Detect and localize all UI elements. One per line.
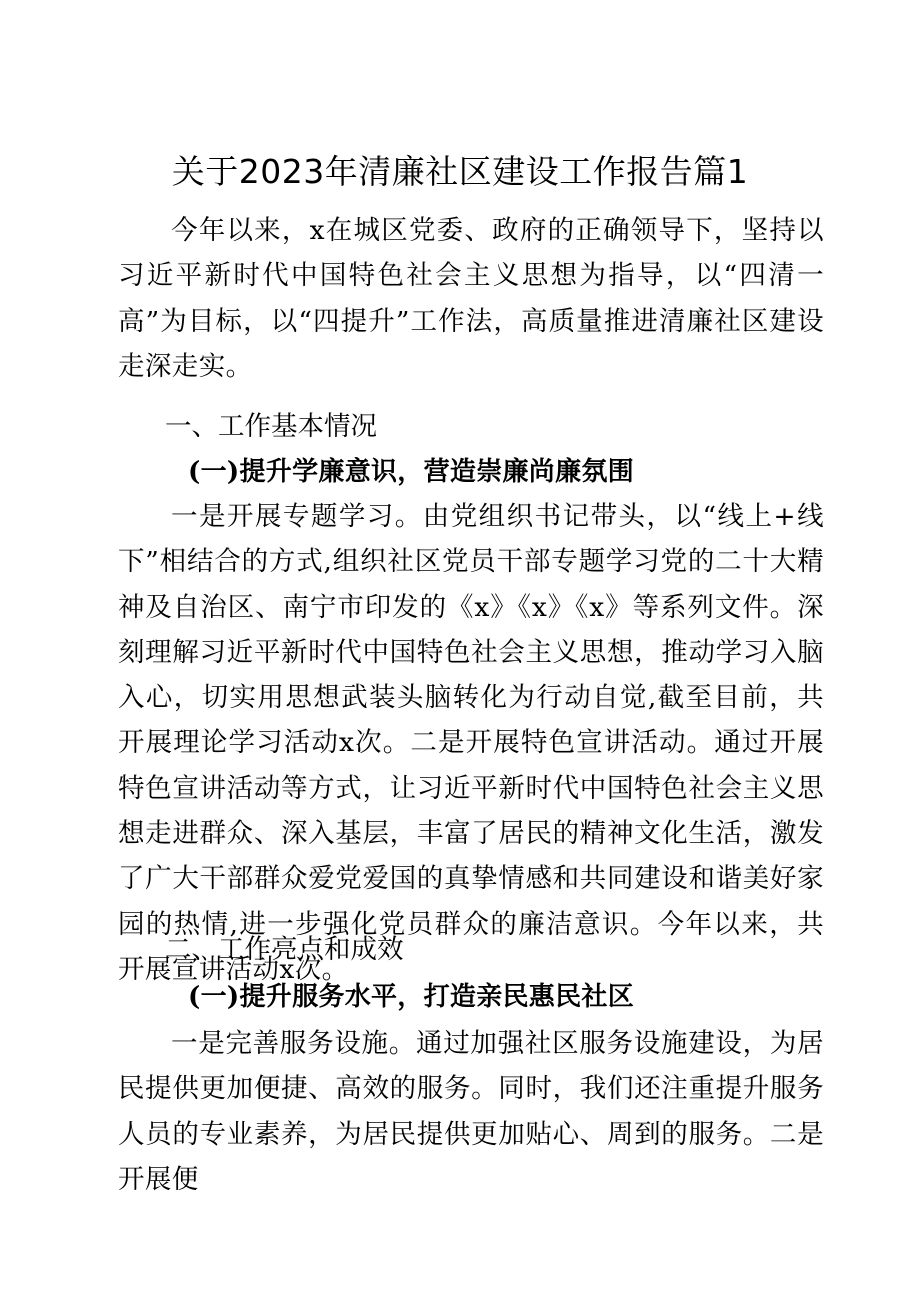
service-level-paragraph: 一是完善服务设施。通过加强社区服务设施建设，为居民提供更加便捷、高效的服务。同时，我们还注重提升服务人员的专业素养，为居民提供更加贴心、周到的服务。二是开展便 bbox=[118, 1028, 824, 1195]
integrity-awareness-paragraph: 一是开展专题学习。由党组织书记带头，以“线上+线下”相结合的方式,组织社区党员干部专题学习党的二十大精神及自治区、南宁市印发的《x》《x》《x》等系列文件。深刻理解习近平新时代中国特色社会主义思想，推动学习入脑入心，切实用思想武装头脑转化为行动自觉,截至目前，共开展理论学习活动x次。二是开展特色宣讲活动。通过开展特色宣讲活动等方式，让习近平新时代中国特色社会主义思想走进群众、深入基层，丰富了居民的精神文化生活，激发了广大干部群众爱党爱国的真挚情感和共同建设和谐美好家园的热情,进一步强化党员群众的廉洁意识。今年以来，共开展宣讲活动x次。 bbox=[118, 501, 824, 985]
subsection-heading-integrity-awareness: (一)提升学廉意识，营造崇廉尚廉氛围 bbox=[188, 457, 635, 487]
subsection-heading-service-level: (一)提升服务水平，打造亲民惠民社区 bbox=[188, 982, 635, 1012]
section-heading-highlights: 二、工作亮点和成效 bbox=[165, 934, 404, 965]
document-title: 关于2023年清廉社区建设工作报告篇1 bbox=[171, 152, 749, 191]
section-heading-basic-situation: 一、工作基本情况 bbox=[165, 411, 377, 442]
intro-paragraph: 今年以来，x在城区党委、政府的正确领导下，坚持以习近平新时代中国特色社会主义思想为指导，以“四清一高”为目标，以“四提升”工作法，高质量推进清廉社区建设走深走实。 bbox=[118, 215, 824, 382]
